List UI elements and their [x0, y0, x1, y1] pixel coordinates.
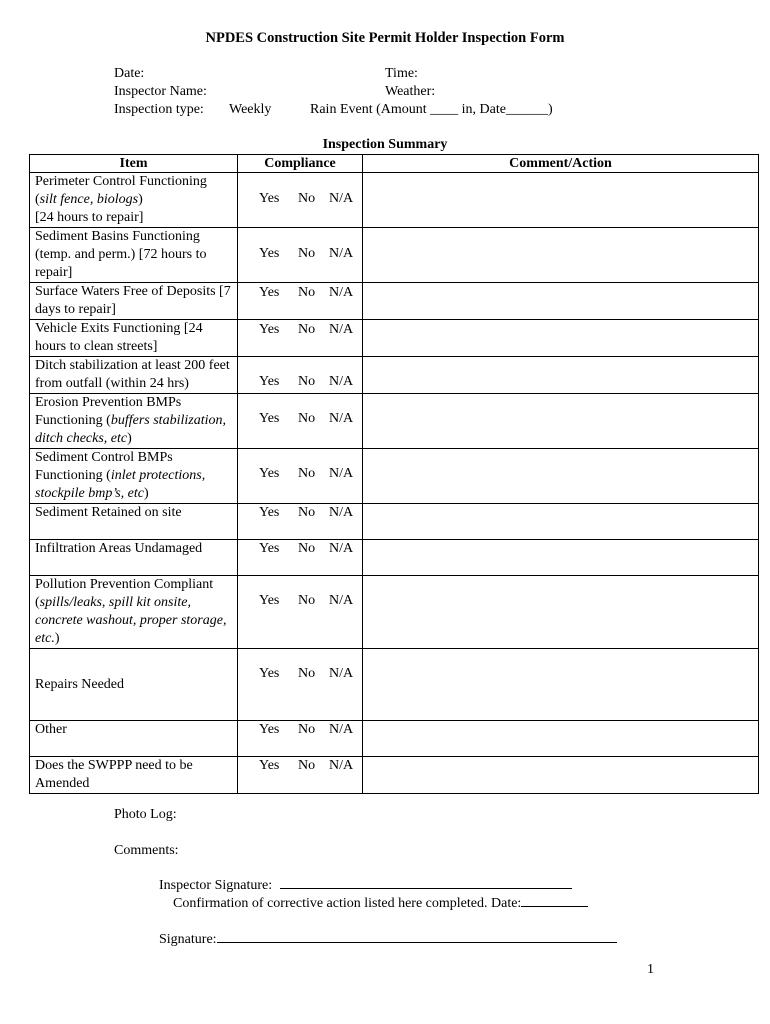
inspection-summary-title: Inspection Summary	[322, 137, 448, 152]
yes-option[interactable]: Yes	[259, 285, 280, 300]
yes-option[interactable]: Yes	[259, 666, 280, 681]
compliance-cell	[238, 576, 363, 649]
table-row	[30, 576, 759, 649]
header-compliance: Compliance	[238, 155, 363, 173]
comment-cell[interactable]	[363, 173, 759, 228]
comment-cell[interactable]	[363, 394, 759, 449]
table-row	[30, 649, 759, 721]
inspection-table	[29, 154, 759, 794]
yes-option[interactable]: Yes	[259, 191, 280, 206]
comment-cell[interactable]	[363, 649, 759, 721]
rain-event-option: Rain Event (Amount ____ in, Date______)	[310, 102, 553, 117]
yes-option[interactable]: Yes	[259, 541, 280, 556]
comments-label: Comments:	[114, 843, 179, 858]
comment-cell[interactable]	[363, 576, 759, 649]
table-row	[30, 721, 759, 757]
na-option[interactable]: N/A	[329, 191, 354, 206]
no-option[interactable]: No	[298, 541, 316, 556]
yes-option[interactable]: Yes	[259, 466, 280, 481]
table-row	[30, 228, 759, 283]
na-option[interactable]: N/A	[329, 285, 354, 300]
time-label: Time:	[385, 66, 418, 81]
na-option[interactable]: N/A	[329, 722, 354, 737]
no-option[interactable]: No	[298, 466, 316, 481]
na-option[interactable]: N/A	[329, 758, 354, 773]
signature-label: Signature:	[159, 932, 217, 947]
inspector-signature-label: Inspector Signature:	[159, 878, 273, 893]
table-row	[30, 283, 759, 320]
item-cell: Sediment Control BMPs Functioning (inlet protections, stockpile bmp’s, etc)	[30, 449, 238, 504]
comment-cell[interactable]	[363, 320, 759, 357]
yes-option[interactable]: Yes	[259, 758, 280, 773]
na-option[interactable]: N/A	[329, 322, 354, 337]
item-cell: Pollution Prevention Compliant (spills/leaks, spill kit onsite, concrete washout, proper storage, etc.)	[30, 576, 238, 649]
yes-option[interactable]: Yes	[259, 411, 280, 426]
item-cell: Other	[30, 721, 238, 757]
item-cell: Sediment Basins Functioning (temp. and perm.) [72 hours to repair]	[30, 228, 238, 283]
na-option[interactable]: N/A	[329, 505, 354, 520]
no-option[interactable]: No	[298, 285, 316, 300]
comment-cell[interactable]	[363, 283, 759, 320]
yes-option[interactable]: Yes	[259, 593, 280, 608]
item-cell: Infiltration Areas Undamaged	[30, 540, 238, 576]
comment-cell[interactable]	[363, 228, 759, 283]
signature-line[interactable]	[217, 941, 617, 943]
yes-option[interactable]: Yes	[259, 374, 280, 389]
photo-log-label: Photo Log:	[114, 807, 177, 822]
confirmation-text: Confirmation of corrective action listed here completed. Date:	[173, 896, 522, 911]
na-option[interactable]: N/A	[329, 246, 354, 261]
form-title: NPDES Construction Site Permit Holder Inspection Form	[205, 30, 565, 46]
no-option[interactable]: No	[298, 505, 316, 520]
compliance-cell	[238, 394, 363, 449]
compliance-cell	[238, 757, 363, 794]
confirmation-row	[173, 896, 588, 912]
date-label: Date:	[114, 66, 145, 81]
compliance-cell	[238, 173, 363, 228]
page-number: 1	[647, 962, 654, 977]
table-row	[30, 540, 759, 576]
yes-option[interactable]: Yes	[259, 322, 280, 337]
item-cell: Repairs Needed	[30, 649, 238, 721]
table-row	[30, 357, 759, 394]
item-cell: Erosion Prevention BMPs Functioning (buffers stabilization, ditch checks, etc)	[30, 394, 238, 449]
no-option[interactable]: No	[298, 722, 316, 737]
compliance-cell	[238, 357, 363, 394]
no-option[interactable]: No	[298, 374, 316, 389]
yes-option[interactable]: Yes	[259, 722, 280, 737]
comment-cell[interactable]	[363, 357, 759, 394]
na-option[interactable]: N/A	[329, 593, 354, 608]
na-option[interactable]: N/A	[329, 411, 354, 426]
inspector-signature-line[interactable]	[280, 887, 572, 889]
item-cell: Perimeter Control Functioning (silt fence, biologs) [24 hours to repair]	[30, 173, 238, 228]
table-row	[30, 394, 759, 449]
na-option[interactable]: N/A	[329, 374, 354, 389]
inspector-signature-row	[159, 878, 572, 894]
weather-label: Weather:	[385, 84, 436, 99]
inspector-name-label: Inspector Name:	[114, 84, 207, 99]
signature-row	[159, 932, 617, 948]
compliance-cell	[238, 721, 363, 757]
no-option[interactable]: No	[298, 593, 316, 608]
comment-cell[interactable]	[363, 449, 759, 504]
no-option[interactable]: No	[298, 191, 316, 206]
item-cell: Surface Waters Free of Deposits [7 days to repair]	[30, 283, 238, 320]
comment-cell[interactable]	[363, 757, 759, 794]
no-option[interactable]: No	[298, 666, 316, 681]
item-cell: Vehicle Exits Functioning [24 hours to clean streets]	[30, 320, 238, 357]
table-row	[30, 173, 759, 228]
confirmation-date-line[interactable]	[521, 905, 588, 907]
na-option[interactable]: N/A	[329, 666, 354, 681]
item-cell: Ditch stabilization at least 200 feet from outfall (within 24 hrs)	[30, 357, 238, 394]
compliance-cell	[238, 283, 363, 320]
comment-cell[interactable]	[363, 540, 759, 576]
table-row	[30, 504, 759, 540]
yes-option[interactable]: Yes	[259, 246, 280, 261]
table-row	[30, 449, 759, 504]
header-comment-action: Comment/Action	[363, 155, 759, 173]
compliance-cell	[238, 504, 363, 540]
na-option[interactable]: N/A	[329, 541, 354, 556]
no-option[interactable]: No	[298, 411, 316, 426]
no-option[interactable]: No	[298, 246, 316, 261]
compliance-cell	[238, 540, 363, 576]
table-row	[30, 757, 759, 794]
compliance-cell	[238, 320, 363, 357]
na-option[interactable]: N/A	[329, 466, 354, 481]
item-cell: Does the SWPPP need to be Amended	[30, 757, 238, 794]
inspection-type-label: Inspection type:	[114, 102, 204, 117]
table-header-row	[30, 155, 759, 173]
header-item: Item	[30, 155, 238, 173]
yes-option[interactable]: Yes	[259, 505, 280, 520]
comment-cell[interactable]	[363, 504, 759, 540]
comment-cell[interactable]	[363, 721, 759, 757]
item-cell: Sediment Retained on site	[30, 504, 238, 540]
compliance-cell	[238, 649, 363, 721]
compliance-cell	[238, 449, 363, 504]
no-option[interactable]: No	[298, 322, 316, 337]
weekly-option: Weekly	[229, 102, 272, 117]
table-row	[30, 320, 759, 357]
compliance-cell	[238, 228, 363, 283]
no-option[interactable]: No	[298, 758, 316, 773]
